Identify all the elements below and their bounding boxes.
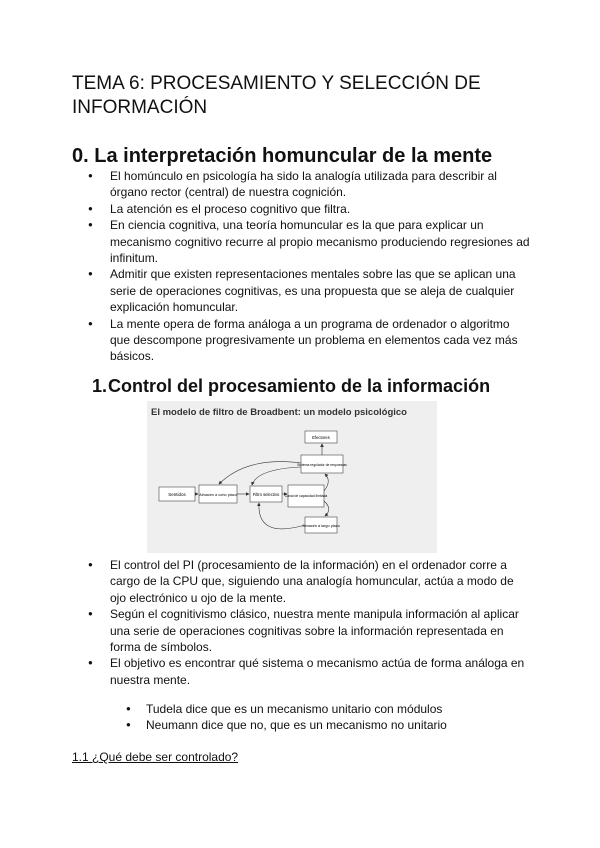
section0-heading: 0. La interpretación homuncular de la mente	[72, 145, 493, 167]
list-item: ● La mente opera de forma análoga a un programa de ordenador o algoritmo que descompone progresivamente un problema en elementos cada vez más básicos.	[72, 316, 532, 365]
section1-heading	[92, 374, 490, 398]
list-item: ● La atención es el proceso cognitivo que filtra.	[72, 201, 532, 217]
broadbent-filter-diagram	[147, 401, 437, 553]
document-title-line2: INFORMACIÓN	[72, 97, 208, 118]
section0-bullet-list	[72, 168, 532, 365]
section1-number: 1.	[92, 376, 108, 396]
box-efectores-label: Efectores	[312, 435, 330, 440]
list-item: ● Según el cognitivismo clásico, nuestra mente manipula información al aplicar una serie de operaciones cognitivas sobre la información representada en forma de símbolos.	[72, 606, 532, 655]
box-almacen-largo-label: Almacén a largo plazo	[302, 524, 340, 528]
box-filtro-label: Filtro selectivo	[252, 492, 280, 497]
list-item: ● El control del PI (procesamiento de la información) en el ordenador corre a cargo de la CPU que, siguiendo una analogía homuncular, actúa a modo de ojo electrónico u ojo de la mente.	[72, 557, 532, 606]
section1-title: Control del procesamiento de la información	[108, 376, 491, 396]
list-item: ● El objetivo es encontrar qué sistema o mecanismo actúa de forma análoga en nuestra mente.	[72, 655, 532, 688]
document-title-line1: TEMA 6: PROCESAMIENTO Y SELECCIÓN DE	[72, 73, 481, 94]
box-almacen-corto-label: Almacén a corto plazo	[199, 493, 237, 497]
list-item: ● Tudela dice que es un mecanismo unitario con módulos	[110, 701, 447, 717]
document-title	[72, 72, 542, 120]
box-sistema-label: Sistema regulador de respuestas	[297, 463, 347, 467]
list-item: ● En ciencia cognitiva, una teoría homuncular es la que para explicar un mecanismo cognitivo recurre al propio mecanismo produciendo regresiones ad infinitum.	[72, 217, 532, 266]
list-item: ● Neumann dice que no, que es un mecanismo no unitario	[110, 717, 447, 733]
box-canal-label: Canal de capacidad limitada	[284, 494, 328, 498]
list-item: ● El homúnculo en psicología ha sido la analogía utilizada para describir al órgano rector (central) de nuestra cognición.	[72, 168, 532, 201]
subsection-heading[interactable]: 1.1 ¿Qué debe ser controlado?	[72, 750, 239, 764]
box-sentidos-label: Sentidos	[168, 492, 186, 497]
list-item: ● Admitir que existen representaciones mentales sobre las que se aplican una serie de operaciones cognitivas, es una propuesta que se aleja de cualquier explicación homuncular.	[72, 266, 532, 315]
section1-bullet-list	[72, 557, 532, 688]
section1-sub-bullet-list	[110, 701, 447, 734]
diagram-title: El modelo de filtro de Broadbent: un modelo psicológico	[151, 407, 407, 418]
